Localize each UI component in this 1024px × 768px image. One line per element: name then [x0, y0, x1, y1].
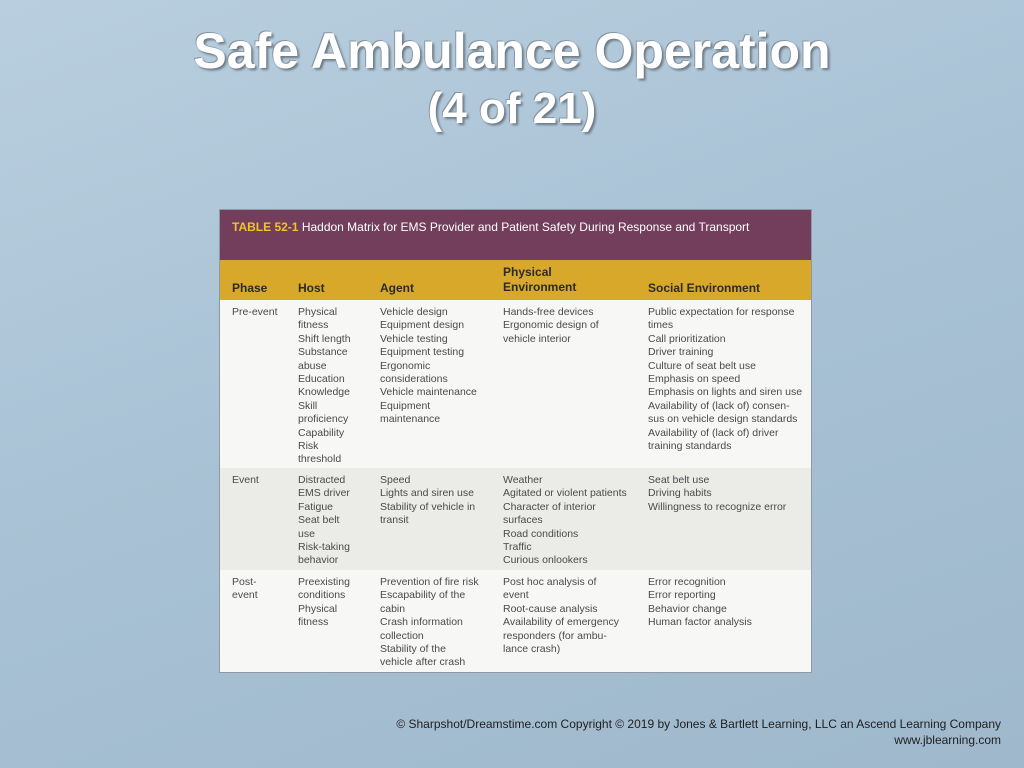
publisher-url: www.jblearning.com — [894, 733, 1001, 747]
cell-social-environment: Seat belt use Driving habits Willingness to recognize error — [648, 474, 787, 513]
table-row-pre-event — [220, 300, 811, 468]
credit-line: © Sharpshot/Dreamstime.com Copyright © 2019 by Jones & Bartlett Learning, LLC an Ascend Learning Company — [396, 717, 1001, 731]
cell-physical-environment: Post hoc analysis of event Root-cause analysis Availability of emergency responders (for ambu- lance crash) — [503, 576, 619, 656]
table-caption — [220, 210, 811, 260]
cell-phase: Event — [232, 474, 259, 486]
table-row-post-event — [220, 570, 811, 673]
title-subtitle: (4 of 21) — [427, 84, 597, 133]
cell-agent: Speed Lights and siren use Stability of vehicle in transit — [380, 474, 476, 527]
cell-physical-environment: Hands-free devices Ergonomic design of vehicle interior — [503, 306, 599, 345]
header-host: Host — [298, 281, 325, 295]
cell-social-environment: Public expectation for response times Call prioritization Driver training Culture of seat belt use Emphasis on speed Emphasis on lights and siren use Availability of (lack of) consen- sus on vehicle design standards Availability of (lack of) driver training standards — [648, 306, 803, 453]
slide-title — [0, 22, 1024, 138]
haddon-matrix-table — [219, 209, 812, 673]
cell-social-environment: Error recognition Error reporting Behavior change Human factor analysis — [648, 576, 752, 629]
table-header-row — [220, 260, 811, 300]
copyright-credit — [396, 716, 1001, 748]
table-number: TABLE 52-1 — [232, 220, 299, 234]
header-phase: Phase — [232, 281, 268, 295]
cell-host: Physical fitness Shift length Substance abuse Education Knowledge Skill proficiency Capability Risk threshold — [298, 306, 351, 466]
cell-agent: Vehicle design Equipment design Vehicle testing Equipment testing Ergonomic considerations Vehicle maintenance Equipment maintenance — [380, 306, 477, 426]
cell-host: Distracted EMS driver Fatigue Seat belt use Risk-taking behavior — [298, 474, 350, 567]
table-caption-text: Haddon Matrix for EMS Provider and Patient Safety During Response and Transport — [301, 220, 750, 234]
cell-phase: Pre-event — [232, 306, 278, 318]
title-main: Safe Ambulance Operation — [193, 23, 831, 79]
header-social-environment: Social Environment — [648, 281, 761, 295]
cell-physical-environment: Weather Agitated or violent patients Character of interior surfaces Road conditions Traffic Curious onlookers — [503, 474, 627, 567]
cell-phase: Post- event — [232, 576, 258, 602]
cell-agent: Prevention of fire risk Escapability of the cabin Crash information collection Stability of the vehicle after crash — [380, 576, 479, 669]
cell-host: Preexisting conditions Physical fitness — [298, 576, 350, 629]
header-physical-environment: Physical Environment — [503, 265, 577, 294]
table-row-event — [220, 468, 811, 570]
header-agent: Agent — [380, 281, 414, 295]
